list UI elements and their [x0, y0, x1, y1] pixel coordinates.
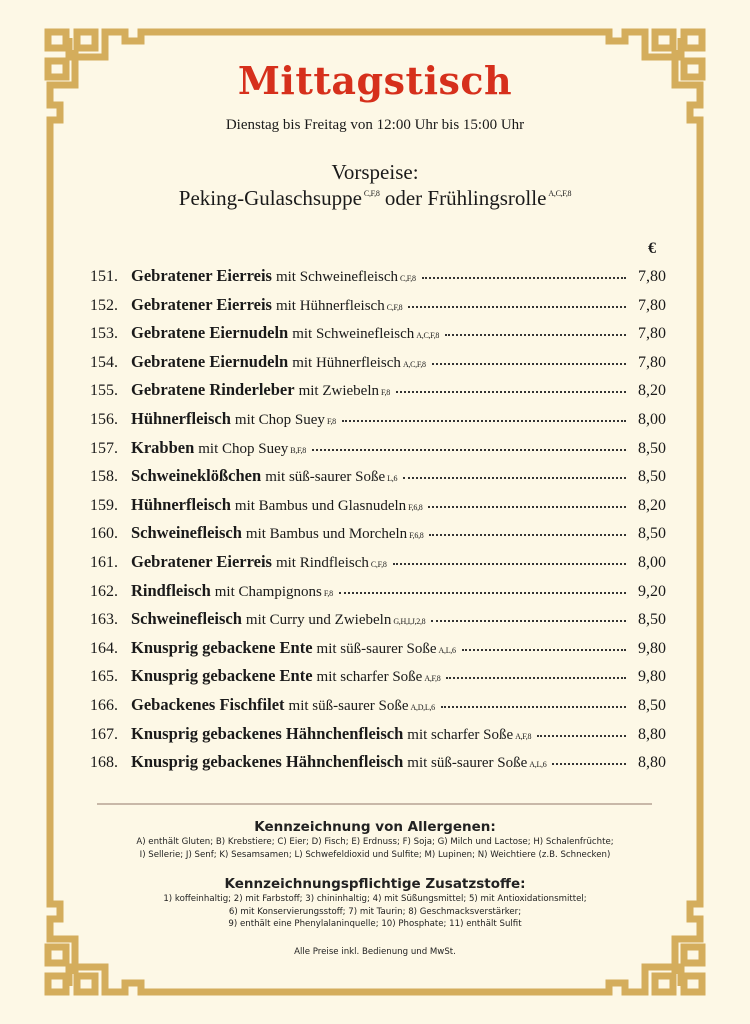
dot-leader [432, 363, 626, 365]
opening-hours: Dienstag bis Freitag von 12:00 Uhr bis 15:00 Uhr [225, 117, 525, 133]
item-description: mit süß-saurer Soße [407, 755, 528, 772]
item-price: 8,00 [638, 553, 666, 571]
item-number: 165. [90, 668, 118, 686]
starter-option-soup: Peking-Gulaschsuppe [178, 186, 362, 210]
item-name: Rindfleisch [131, 580, 211, 600]
allergen-codes: B,F,8 [290, 445, 306, 455]
item-price: 8,50 [638, 696, 666, 714]
starter-heading: Vorspeise: [331, 160, 419, 184]
allergen-codes: F,8 [326, 416, 336, 426]
dot-leader [462, 649, 626, 651]
allergen-codes: A,L,6 [529, 760, 547, 770]
starter-connector: oder [384, 186, 423, 210]
dot-leader [441, 706, 626, 708]
item-description: mit Hühnerfleisch [275, 297, 385, 314]
item-price: 8,00 [638, 410, 666, 428]
item-price: 8,80 [638, 725, 666, 743]
item-description: mit Champignons [214, 583, 322, 600]
menu-list [90, 266, 670, 781]
dot-leader [428, 506, 626, 508]
menu-item [90, 438, 670, 467]
currency-symbol: € [648, 240, 656, 257]
item-name: Gebratene Eiernudeln [131, 323, 289, 343]
item-description: mit süß-saurer Soße [288, 697, 409, 714]
item-description: mit Schweinefleisch [292, 326, 415, 343]
item-name: Gebratene Rinderleber [131, 380, 295, 400]
menu-item [90, 666, 670, 695]
item-description: mit Rindfleisch [275, 554, 369, 571]
item-name: Gebratener Eierreis [131, 294, 272, 314]
allergen-codes: C,F,8 [386, 302, 403, 312]
dot-leader [446, 677, 626, 679]
menu-item [90, 466, 670, 495]
allergen-codes: F,6,8 [408, 502, 423, 512]
item-name: Hühnerfleisch [131, 494, 231, 514]
item-description: mit Bambus und Glasnudeln [234, 497, 407, 514]
item-price: 7,80 [638, 353, 666, 371]
menu-item [90, 609, 670, 638]
dot-leader [537, 735, 626, 737]
item-price: 8,50 [638, 611, 666, 629]
item-description: mit süß-saurer Soße [316, 640, 437, 657]
item-name: Gebratene Eiernudeln [131, 351, 289, 371]
item-price: 7,80 [638, 296, 666, 314]
item-description: mit Chop Suey [198, 440, 289, 457]
allergen-codes: A,C,F,8 [416, 331, 440, 341]
dot-leader [342, 420, 626, 422]
item-number: 156. [90, 410, 118, 428]
item-description: mit Curry und Zwiebeln [245, 612, 392, 629]
additives-line: 1) koffeinhaltig; 2) mit Farbstoff; 3) chininhaltig; 4) mit Süßungsmittel; 5) mit Antioxidationsmittel; [163, 894, 587, 904]
allergen-legend [80, 818, 670, 861]
allergen-codes: F,8 [381, 388, 390, 398]
allergen-codes: A,C,F,8 [402, 359, 426, 369]
item-number: 161. [90, 553, 118, 571]
allergen-codes: C,F,8 [363, 189, 380, 198]
item-price: 8,20 [638, 496, 666, 514]
additives-line: 9) enthält eine Phenylalaninquelle; 10) Phosphate; 11) enthält Sulfit [228, 919, 522, 929]
dot-leader [408, 306, 626, 308]
starter-option-springroll: Frühlingsrolle [427, 186, 547, 210]
item-number: 160. [90, 525, 118, 543]
item-description: mit scharfer Soße [316, 669, 423, 686]
item-description: mit süß-saurer Soße [265, 469, 386, 486]
menu-item [90, 523, 670, 552]
additives-legend [80, 875, 670, 931]
item-number: 162. [90, 582, 118, 600]
item-name: Knusprig gebackene Ente [131, 666, 313, 686]
item-price: 9,20 [638, 582, 666, 600]
item-price: 8,50 [638, 468, 666, 486]
menu-item [90, 695, 670, 724]
item-description: mit Hühnerfleisch [292, 354, 401, 371]
allergen-codes: A,F,8 [515, 731, 532, 741]
item-name: Gebackenes Fischfilet [131, 694, 285, 714]
menu-item [90, 724, 670, 753]
dot-leader [403, 477, 626, 479]
item-description: mit Zwiebeln [298, 383, 379, 400]
menu-item [90, 552, 670, 581]
menu-item [90, 323, 670, 352]
additives-line: 6) mit Konservierungsstoff; 7) mit Taurin; 8) Geschmacksverstärker; [228, 906, 522, 917]
allergen-codes: F,6,8 [409, 531, 424, 541]
dot-leader [393, 563, 626, 565]
menu-item [90, 295, 670, 324]
item-name: Knusprig gebackenes Hähnchenfleisch [131, 752, 404, 772]
item-description: mit scharfer Soße [407, 726, 514, 743]
page-title: Mittagstisch [237, 58, 513, 103]
additives-heading: Kennzeichnungspflichtige Zusatzstoffe: [224, 876, 526, 892]
item-number: 151. [90, 268, 118, 285]
allergen-codes: A,C,F,8 [548, 189, 572, 198]
item-name: Knusprig gebackenes Hähnchenfleisch [131, 723, 404, 743]
item-number: 164. [90, 639, 118, 657]
section-divider [97, 803, 652, 805]
item-number: 157. [90, 439, 118, 457]
item-name: Schweinefleisch [131, 609, 242, 629]
item-price: 9,80 [638, 639, 666, 657]
dot-leader [431, 620, 626, 622]
allergen-codes: C,F,8 [400, 274, 416, 283]
menu-item [90, 380, 670, 409]
item-number: 166. [90, 696, 118, 714]
item-description: mit Chop Suey [234, 411, 325, 428]
item-price: 9,80 [638, 668, 666, 686]
item-number: 167. [90, 725, 118, 743]
item-name: Hühnerfleisch [131, 408, 231, 428]
dot-leader [312, 449, 626, 451]
item-number: 168. [90, 754, 118, 772]
dot-leader [445, 334, 626, 336]
item-price: 8,80 [638, 754, 666, 772]
item-name: Gebratener Eierreis [131, 266, 272, 285]
dot-leader [552, 763, 626, 765]
menu-item [90, 752, 670, 781]
price-note: Alle Preise inkl. Bedienung und MwSt. [294, 947, 456, 957]
allergen-codes: C,F,8 [370, 559, 387, 569]
allergen-codes: A,F,8 [424, 674, 441, 684]
allergen-line: I) Sellerie; J) Senf; K) Sesamsamen; L) Schwefeldioxid und Sulfite; M) Lupinen; N) Weichtiere (z.B. Schnecken) [139, 849, 611, 860]
allergen-codes: F,8 [323, 588, 333, 598]
menu-item [90, 266, 670, 295]
item-description: mit Schweinefleisch [275, 269, 399, 285]
dot-leader [396, 391, 626, 393]
item-number: 159. [90, 496, 118, 514]
menu-item [90, 352, 670, 381]
menu-item [90, 638, 670, 667]
item-name: Gebratener Eierreis [131, 551, 272, 571]
menu-item [90, 409, 670, 438]
item-name: Knusprig gebackene Ente [131, 637, 313, 657]
item-number: 152. [90, 296, 118, 314]
allergen-codes: G,H,I,J,2,8 [393, 617, 426, 627]
starter-options [0, 186, 750, 211]
allergen-heading: Kennzeichnung von Allergenen: [254, 819, 496, 835]
item-name: Krabben [131, 437, 195, 457]
item-number: 163. [90, 611, 118, 629]
menu-item [90, 495, 670, 524]
item-price: 8,20 [638, 382, 666, 400]
item-price: 8,50 [638, 439, 666, 457]
item-price: 7,80 [638, 325, 666, 343]
item-number: 158. [90, 468, 118, 486]
dot-leader [339, 592, 626, 594]
item-price: 8,50 [638, 525, 666, 543]
allergen-codes: L,6 [387, 474, 398, 484]
allergen-codes: A,D,L,6 [410, 702, 435, 712]
item-number: 153. [90, 325, 118, 343]
dot-leader [422, 277, 626, 279]
menu-item [90, 581, 670, 610]
item-number: 155. [90, 382, 118, 400]
dot-leader [429, 534, 626, 536]
item-number: 154. [90, 353, 118, 371]
allergen-codes: A,L,6 [438, 645, 456, 655]
item-name: Schweineklößchen [131, 466, 262, 486]
item-price: 7,80 [638, 268, 666, 285]
item-description: mit Bambus und Morcheln [245, 526, 408, 543]
item-name: Schweinefleisch [131, 523, 242, 543]
allergen-line: A) enthält Gluten; B) Krebstiere; C) Eier; D) Fisch; E) Erdnuss; F) Soja; G) Milch und Lactose; H) Schalenfrüchte; [136, 837, 614, 847]
